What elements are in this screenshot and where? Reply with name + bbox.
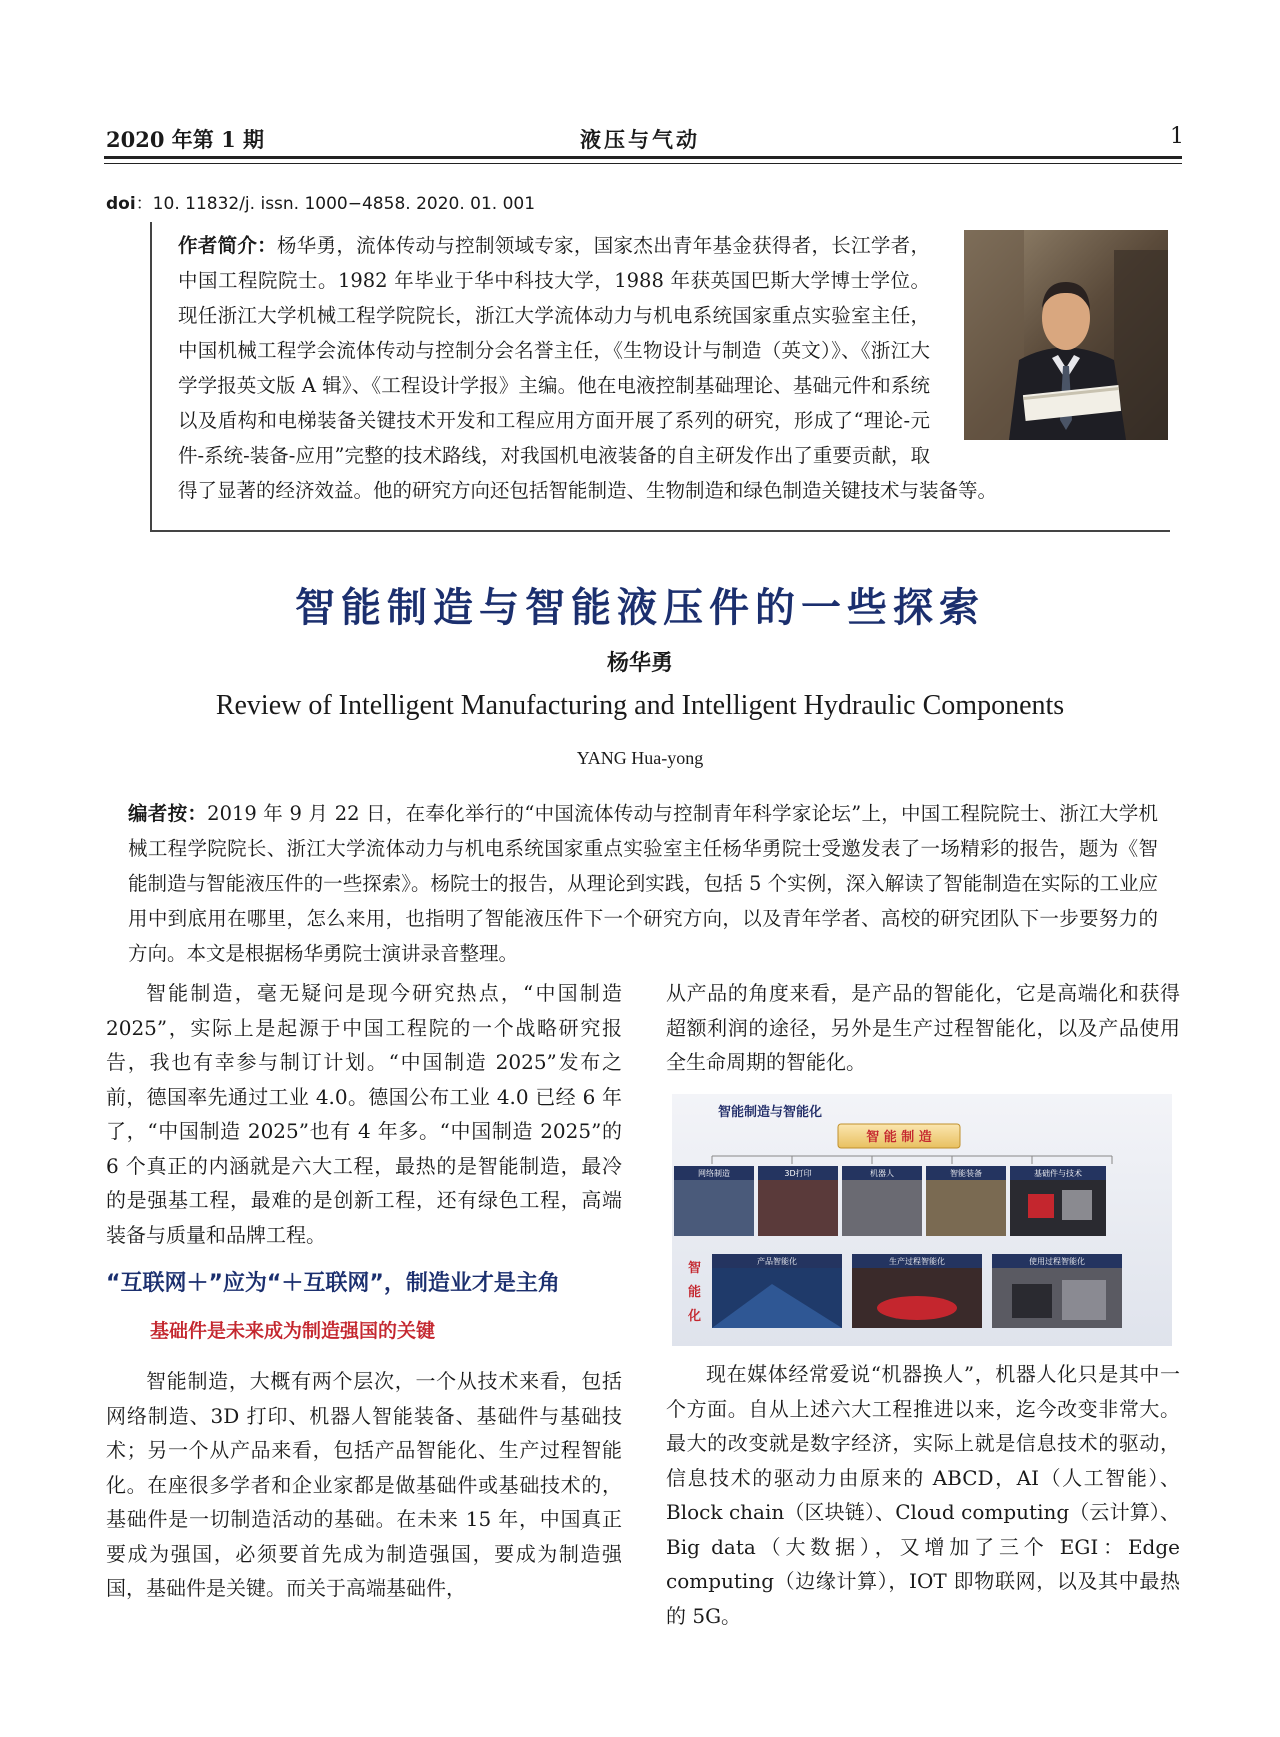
slide-title: 智能制造与智能化 xyxy=(718,1105,823,1120)
slide-figure xyxy=(672,1094,1172,1346)
slide-tiles-top xyxy=(674,1166,1106,1236)
doi-label: doi xyxy=(106,194,136,214)
slide-image xyxy=(672,1094,1172,1346)
slide-side-char-3: 化 xyxy=(688,1309,702,1324)
slide-banner: 智 能 制 造 xyxy=(866,1130,932,1145)
body-paragraph-2: 智能制造，大概有两个层次，一个从技术来看，包括网络制造、3D 打印、机器人智能装备、基础件与基础技术；另一个从产品来看，包括产品智能化、生产过程智能化。在座很多学者和企业家都是做基础件或基础技术的，基础件是一切制造活动的基础。在未来 15 年，中国真正要成为强国，必须要首先成为制造强国，要成为制造强国，基础件是关键。而关于高端基础件， xyxy=(106,1369,622,1600)
author-portrait-image xyxy=(964,230,1168,440)
header-rule-thin xyxy=(104,163,1182,164)
doi-value: ：10. 11832/j. issn. 1000−4858. 2020. 01. 001 xyxy=(135,194,536,214)
section-heading: “互联网＋”应为“＋互联网”，制造业才是主角 xyxy=(106,1271,560,1296)
slide-bottom-tile-2: 生产过程智能化 xyxy=(889,1257,945,1266)
slide-bottom-tile-3: 使用过程智能化 xyxy=(1029,1257,1085,1266)
body-paragraph-3: 现在媒体经常爱说“机器换人”，机器人化只是其中一个方面。自从上述六大工程推进以来，迄今改变非常大。最大的改变就是数字经济，实际上就是信息技术的驱动，信息技术的驱动力由原来的 ABCD，AI（人工智能）、Block chain（区块链）、Cloud computing（云计算）、Big data（大数据），又增加了三个 EGI：Edge computing（边缘计算），IOT 即物联网，以及其中最热的 5G。 xyxy=(666,1362,1180,1628)
editor-note xyxy=(128,796,1158,971)
header-rule-thick xyxy=(104,156,1182,159)
issue-label: 2020 年第 1 期 xyxy=(106,127,264,152)
body-paragraph-right-top: 从产品的角度来看，是产品的智能化，它是高端化和获得超额利润的途径，另外是生产过程智能化，以及产品使用全生命周期的智能化。 xyxy=(666,981,1180,1074)
slide-tile-4: 智能装备 xyxy=(950,1169,982,1178)
author-photo xyxy=(964,230,1168,440)
slide-tile-1: 网络制造 xyxy=(698,1169,730,1178)
slide-tile-2: 3D打印 xyxy=(784,1169,812,1178)
slide-side-char-1: 智 xyxy=(688,1261,702,1276)
slide-tiles-bottom xyxy=(712,1254,1122,1328)
journal-name: 液压与气动 xyxy=(580,127,700,152)
editor-note-label: 编者按： xyxy=(128,802,208,825)
doi-line xyxy=(106,189,535,214)
article-author-cn: 杨华勇 xyxy=(606,651,673,676)
slide-tile-3: 机器人 xyxy=(870,1169,894,1178)
article-title-en: Review of Intelligent Manufacturing and Intelligent Hydraulic Components xyxy=(215,690,1065,721)
slide-tile-5: 基础件与技术 xyxy=(1034,1169,1082,1178)
page-number: 1 xyxy=(1170,124,1184,149)
slide-side-char-2: 能 xyxy=(688,1285,702,1300)
article-title-cn: 智能制造与智能液压件的一些探索 xyxy=(295,585,985,631)
slide-bottom-tile-1: 产品智能化 xyxy=(757,1257,797,1266)
body-paragraph-1: 智能制造，毫无疑问是现今研究热点，“中国制造 2025”，实际上是起源于中国工程院的一个战略研究报告，我也有幸参与制订计划。“中国制造 2025”发布之前，德国率先通过工业 4.0。德国公布工业 4.0 已经 6 年了，“中国制造 2025”也有 4 年多。“中国制造 2025”的 6 个真正的内涵就是六大工程，最热的是智能制造，最冷的是强基工程，最难的是创新工程，还有绿色工程，高端装备与质量和品牌工程。 xyxy=(106,981,622,1247)
sub-heading: 基础件是未来成为制造强国的关键 xyxy=(150,1320,436,1342)
editor-note-text: 2019 年 9 月 22 日，在奉化举行的“中国流体传动与控制青年科学家论坛”上，中国工程院院士、浙江大学机械工程学院院长、浙江大学流体动力与机电系统国家重点实验室主任杨华勇院士受邀发表了一场精彩的报告，题为《智能制造与智能液压件的一些探索》。杨院士的报告，从理论到实践，包括 5 个实例，深入解读了智能制造在实际的工业应用中到底用在哪里，怎么来用，也指明了智能液压件下一个研究方向，以及青年学者、高校的研究团队下一步要努力的方向。本文是根据杨华勇院士演讲录音整理。 xyxy=(128,802,1158,965)
author-bio-text: 杨华勇，流体传动与控制领域专家，国家杰出青年基金获得者，长江学者，中国工程院院士。1982 年毕业于华中科技大学，1988 年获英国巴斯大学博士学位。现任浙江大学机械工程学院院长，浙江大学流体动力与机电系统国家重点实验室主任，中国机械工程学会流体传动与控制分会名誉主任，《生物设计与制造（英文）》、《浙江大学学报英文版 A 辑》、《工程设计学报》主编。他在电液控制基础理论、基础元件和系统以及盾构和电梯装备关键技术开发和工程应用方面开展了系列的研究，形成了“理论-元件-系统-装备-应用”完整的技术路线，对我国机电液装备的自主研发作出了重要贡献，取得了显著的经济效益。他的研究方向还包括智能制造、生物制造和绿色制造关键技术与装备等。 xyxy=(178,234,998,502)
author-bio-label: 作者简介： xyxy=(178,234,277,257)
article-author-en: YANG Hua-yong xyxy=(576,748,704,768)
